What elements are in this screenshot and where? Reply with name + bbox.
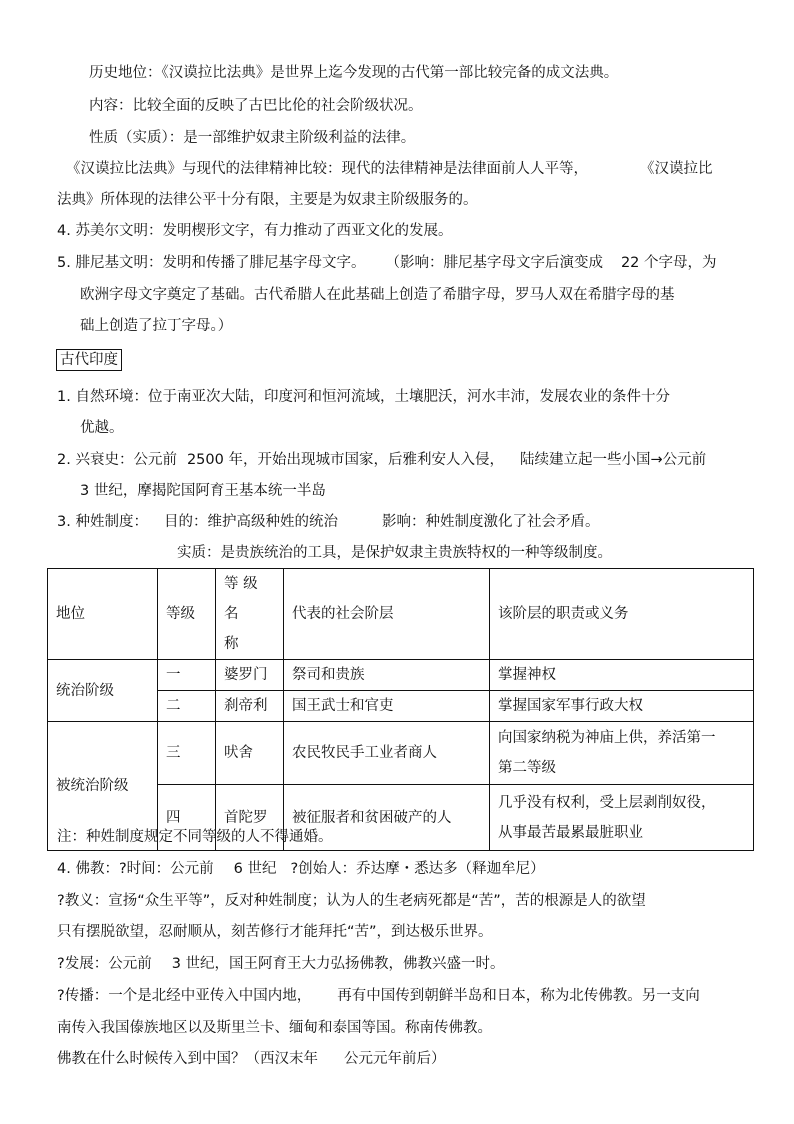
history-part-3: 陆续建立起一些小国→公元前 xyxy=(519,452,707,468)
cell-rank: 四 xyxy=(158,785,216,851)
cell-duty xyxy=(490,722,754,785)
table-row xyxy=(48,722,754,785)
comparison-part-1: 《汉谟拉比法典》与现代的法律精神比较：现代的法律精神是法律面前人人平等， xyxy=(66,161,588,177)
cell-duty-line-1: 几乎没有权利，受上层剥削奴役， xyxy=(498,794,716,811)
text-line-sumer: 4. 苏美尔文明：发明楔形文字，有力推动了西亚文化的发展。 xyxy=(57,223,453,239)
cell-rank: 一 xyxy=(158,660,216,691)
header-status: 地位 xyxy=(48,569,158,660)
text-line-buddhism-time xyxy=(57,859,545,879)
cell-duty-line-2: 从事最苦最累最脏职业 xyxy=(498,824,643,841)
history-part-2: 2500 年，开始出现城市国家，后雅利安人入侵， xyxy=(186,452,504,468)
spread-part-1: ?传播：一个是北经中亚传入中国内地， xyxy=(57,988,312,1004)
text-line-caste xyxy=(57,512,599,532)
development-part-2: 3 世纪，国王阿育王大力弘扬佛教，佛教兴盛一时。 xyxy=(171,956,505,972)
cell-duty: 掌握国家军事行政大权 xyxy=(490,691,754,722)
text-line-comparison xyxy=(66,159,713,179)
text-line-content: 内容：比较全面的反映了古巴比伦的社会阶级状况。 xyxy=(89,98,423,114)
header-name xyxy=(216,569,284,660)
cell-class: 农民牧民手工业者商人 xyxy=(284,722,490,785)
text-line-historical-status: 历史地位：《汉谟拉比法典》是世界上迄今发现的古代第一部比较完备的成文法典。 xyxy=(89,65,619,81)
header-duty: 该阶层的职责或义务 xyxy=(490,569,754,660)
caste-table xyxy=(47,568,754,851)
caste-part-3: 影响：种姓制度激化了社会矛盾。 xyxy=(381,514,600,530)
buddhism-part-1: 4. 佛教：?时间：公元前 xyxy=(57,861,214,877)
cell-duty: 掌握神权 xyxy=(490,660,754,691)
question-part-1: 佛教在什么时候传入到中国？（西汉末年 xyxy=(57,1051,318,1067)
header-name-line-2: 称 xyxy=(224,636,239,652)
text-line-development xyxy=(57,954,505,974)
buddhism-part-3: ?创始人：乔达摩・悉达多（释迦牟尼） xyxy=(290,861,545,877)
text-line-spread xyxy=(57,986,700,1006)
table-header-row xyxy=(48,569,754,660)
header-name-line-1: 等 级 名 xyxy=(224,576,258,622)
cell-name: 吠舍 xyxy=(216,722,284,785)
cell-duty-line-2: 第二等级 xyxy=(498,760,556,776)
text-line-phoenicia-cont: 欧洲字母文字奠定了基础。古代希腊人在此基础上创造了希腊字母，罗马人双在希腊字母的基 xyxy=(80,287,675,303)
cell-duty xyxy=(490,785,754,851)
cell-name: 首陀罗 xyxy=(216,785,284,851)
cell-ruling-class: 统治阶级 xyxy=(48,660,158,722)
text-line-doctrine-cont: 只有摆脱欲望，忍耐顺从，刻苦修行才能拜托“苦”，到达极乐世界。 xyxy=(57,924,493,940)
cell-ruled-class: 被统治阶级 xyxy=(48,722,158,851)
caste-part-2: 目的：维护高级种姓的统治 xyxy=(163,514,338,530)
comparison-part-2: 《汉谟拉比 xyxy=(640,161,713,177)
text-line-note: 注：种姓制度规定不同等级的人不得通婚。 xyxy=(57,829,333,845)
cell-name: 婆罗门 xyxy=(216,660,284,691)
text-line-comparison-cont: 法典》所体现的法律公平十分有限，主要是为奴隶主阶级服务的。 xyxy=(57,192,478,208)
text-line-history xyxy=(57,450,706,470)
cell-class: 被征服者和贫困破产的人 xyxy=(284,785,490,851)
text-line-question xyxy=(57,1049,446,1069)
text-line-environment-cont: 优越。 xyxy=(80,420,124,436)
buddhism-part-2: 6 世纪 xyxy=(233,861,277,877)
text-line-history-cont: 3 世纪，摩揭陀国阿育王基本统一半岛 xyxy=(80,483,326,499)
text-line-phoenicia-end: 础上创造了拉丁字母。） xyxy=(80,318,233,334)
cell-class: 祭司和贵族 xyxy=(284,660,490,691)
cell-rank: 三 xyxy=(158,722,216,785)
cell-name: 刹帝利 xyxy=(216,691,284,722)
header-class: 代表的社会阶层 xyxy=(284,569,490,660)
section-title-ancient-india: 古代印度 xyxy=(56,349,122,371)
phoenicia-part-3: 22 个字母，为 xyxy=(620,255,717,271)
spread-part-2: 再有中国传到朝鲜半岛和日本，称为北传佛教。另一支向 xyxy=(337,988,700,1004)
phoenicia-part-1: 5. 腓尼基文明：发明和传播了腓尼基字母文字。 xyxy=(57,255,366,271)
text-line-nature: 性质（实质）：是一部维护奴隶主阶级利益的法律。 xyxy=(89,130,416,146)
phoenicia-part-2: （影响：腓尼基字母文字后演变成 xyxy=(385,255,603,271)
history-part-1: 2. 兴衰史：公元前 xyxy=(57,452,177,468)
cell-duty-line-1: 向国家纳税为神庙上供，养活第一 xyxy=(498,730,716,746)
text-line-doctrine: ?教义：宣扬“众生平等”，反对种姓制度；认为人的生老病死都是“苦”，苦的根源是人的欲望 xyxy=(57,893,646,909)
text-line-spread-cont: 南传入我国傣族地区以及斯里兰卡、缅甸和泰国等国。称南传佛教。 xyxy=(57,1020,492,1036)
cell-class: 国王武士和官吏 xyxy=(284,691,490,722)
cell-rank: 二 xyxy=(158,691,216,722)
text-line-caste-essence: 实质：是贵族统治的工具，是保护奴隶主贵族特权的一种等级制度。 xyxy=(177,545,612,561)
development-part-1: ?发展：公元前 xyxy=(57,956,152,972)
text-line-environment: 1. 自然环境：位于南亚次大陆，印度河和恒河流域，土壤肥沃，河水丰沛，发展农业的条件十分 xyxy=(57,389,670,405)
header-rank: 等级 xyxy=(158,569,216,660)
question-part-2: 公元元年前后） xyxy=(344,1051,446,1067)
text-line-phoenicia xyxy=(57,253,717,273)
table-row xyxy=(48,660,754,691)
caste-part-1: 3. 种姓制度： xyxy=(57,514,148,530)
